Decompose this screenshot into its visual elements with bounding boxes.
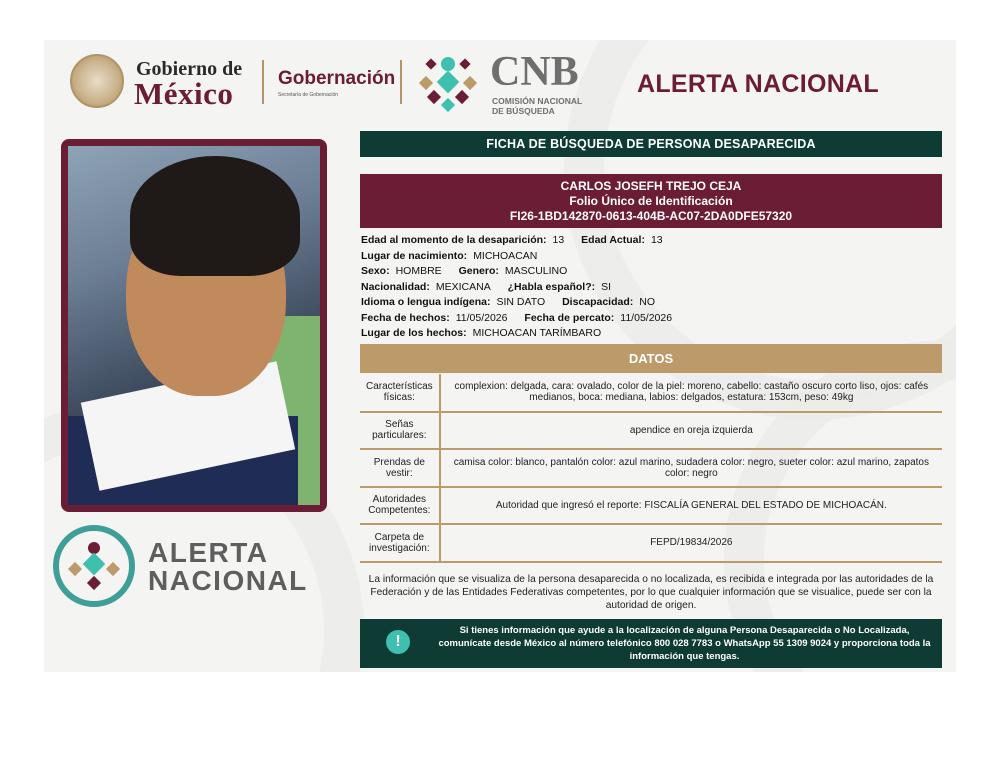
cnb-sub-line1: COMISIÓN NACIONAL — [492, 96, 583, 106]
gobernacion-sub: Secretaría de Gobernación — [278, 92, 339, 98]
info-row — [361, 326, 941, 342]
contact-notice — [360, 619, 942, 668]
edad-desap-label: Edad al momento de la desaparición: — [361, 234, 547, 246]
logo-line1: ALERTA — [148, 537, 269, 568]
info-row — [361, 249, 941, 265]
fecha-hechos-label: Fecha de hechos: — [361, 311, 450, 324]
gobernacion-logo: Gobernación — [278, 68, 396, 89]
person-photo — [68, 146, 320, 505]
cnb-sub-line2: DE BÚSQUEDA — [492, 106, 555, 116]
photo-hair — [130, 156, 300, 276]
nacionalidad-label: Nacionalidad: — [361, 280, 430, 293]
person-info — [361, 233, 941, 342]
ficha-title: FICHA DE BÚSQUEDA DE PERSONA DESAPARECIDA — [360, 131, 942, 157]
nacimiento-label: Lugar de nacimiento: — [361, 249, 468, 262]
divider — [262, 60, 264, 104]
disclaimer: La información que se visualiza de la persona desaparecida o no localizada, es recibida e integrada por las autoridades de la Federación y de las Entidades Federativas competentes, por lo que cualquier información que se visualice, puede ser con la autoridad de origen. — [368, 574, 934, 611]
sexo-value: HOMBRE — [395, 265, 442, 277]
genero-value: MASCULINO — [504, 265, 568, 277]
header — [70, 46, 950, 118]
table-row — [360, 412, 942, 450]
info-row — [361, 280, 941, 296]
table-row — [360, 524, 942, 562]
info-row — [361, 295, 941, 311]
discapacidad-label: Discapacidad: — [562, 296, 634, 308]
alert-title: ALERTA NACIONAL — [637, 70, 879, 98]
sexo-label: Sexo: — [361, 265, 390, 277]
genero-label: Genero: — [458, 265, 499, 277]
table-row — [360, 374, 942, 412]
row-value: camisa color: blanco, pantalón color: azul marino, sudadera color: negro, sueter color: azul marino, zapatos color: negro — [440, 449, 942, 487]
gov-line2: México — [134, 76, 234, 111]
row-label: Características físicas: — [360, 374, 440, 412]
row-label: Prendas de vestir: — [360, 449, 440, 487]
person-photo-frame — [61, 139, 327, 512]
table-row — [360, 487, 942, 525]
logo-line2: NACIONAL — [148, 565, 308, 596]
nacionalidad-value: MEXICANA — [435, 280, 491, 293]
nacimiento-value: MICHOACAN — [473, 249, 538, 262]
folio-value: FI26-1BD142870-0613-404B-AC07-2DA0DFE57320 — [509, 209, 793, 223]
espanol-value: SI — [601, 280, 612, 293]
divider — [400, 60, 402, 104]
idioma-value: SIN DATO — [496, 296, 546, 308]
cnb-subtitle — [492, 96, 582, 116]
row-label: Autoridades Competentes: — [360, 487, 440, 525]
edad-desap-value: 13 — [552, 234, 565, 246]
fecha-percato-label: Fecha de percato: — [524, 311, 615, 324]
notice-text: Si tienes información que ayude a la localización de alguna Persona Desaparecida o No Localizada, comunícate desde México al número telefónico 800 028 7783 o WhatsApp 55 1309 9024 y proporciona toda la información que tengas. — [438, 625, 931, 662]
lugar-hechos-value: MICHOACAN TARÍMBARO — [472, 327, 602, 339]
lugar-hechos-label: Lugar de los hechos: — [361, 327, 467, 339]
info-row — [361, 264, 941, 280]
row-label: Carpeta de investigación: — [360, 524, 440, 562]
row-value: Autoridad que ingresó el reporte: FISCALÍA GENERAL DEL ESTADO DE MICHOACÁN. — [440, 487, 942, 525]
cnb-title: CNB — [490, 49, 579, 95]
row-label: Señas particulares: — [360, 412, 440, 450]
row-value: FEPD/19834/2026 — [440, 524, 942, 562]
espanol-label: ¿Habla español?: — [507, 280, 596, 293]
person-header — [360, 174, 942, 228]
fecha-hechos-value: 11/05/2026 — [455, 311, 508, 324]
alerta-nacional-logo-icon — [52, 524, 136, 608]
discapacidad-value: NO — [639, 296, 656, 308]
gov-line1: Gobierno de — [136, 58, 243, 80]
info-row — [361, 311, 941, 327]
edad-actual-label: Edad Actual: — [581, 234, 645, 246]
row-value: apendice en oreja izquierda — [440, 412, 942, 450]
idioma-label: Idioma o lengua indígena: — [361, 296, 491, 308]
edad-actual-value: 13 — [650, 234, 663, 246]
mexico-seal-icon — [70, 54, 124, 108]
info-row — [361, 233, 941, 249]
cnb-logo-icon — [413, 50, 483, 120]
datos-table — [360, 374, 942, 563]
table-row — [360, 449, 942, 487]
alerta-nacional-logo-text — [148, 539, 308, 595]
datos-header: DATOS — [360, 344, 942, 373]
person-name: CARLOS JOSEFH TREJO CEJA — [560, 179, 742, 193]
exclamation-icon: ! — [386, 630, 410, 654]
row-value: complexion: delgada, cara: ovalado, color de la piel: moreno, cabello: castaño oscuro corto liso, ojos: cafés medianos, boca: mediana, labios: delgados, estatura: 153cm, peso: 49kg — [440, 374, 942, 412]
fecha-percato-value: 11/05/2026 — [620, 311, 673, 324]
folio-label: Folio Único de Identificación — [569, 194, 733, 208]
